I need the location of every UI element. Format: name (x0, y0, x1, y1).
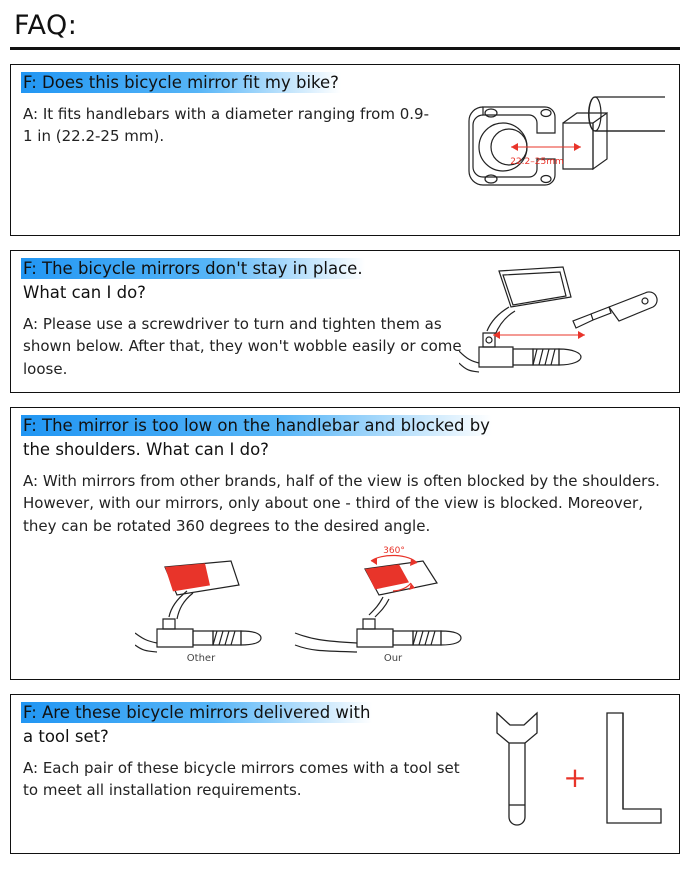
faq-answer-3: A: With mirrors from other brands, half of the view is often blocked by the shoulders. However, with our mirrors, only about one - third of the view is blocked. Moreover, they can be rotated 360 degrees to the desired angle. (23, 471, 660, 535)
mirror-screwdriver-diagram (459, 263, 679, 393)
faq-question-4-plain: a tool set? (23, 726, 109, 746)
caption-other: Other (186, 653, 216, 665)
mirror-comparison-diagram (135, 545, 555, 665)
faq-question-3-highlight: F: The mirror is too low on the handlebar and blocked by (23, 416, 490, 435)
faq-question-1 (11, 65, 441, 99)
faq-item-3 (10, 407, 680, 680)
faq-question-2 (11, 251, 481, 309)
faq-question-2-highlight: F: The bicycle mirrors don't stay in place. (23, 259, 363, 278)
faq-question-3 (11, 408, 679, 466)
faq-item-4 (10, 694, 680, 854)
faq-question-3-plain: the shoulders. What can I do? (23, 439, 269, 459)
rotation-label: 360° (383, 546, 405, 557)
faq-answer-4: A: Each pair of these bicycle mirrors comes with a tool set to meet all installation requirements. (23, 758, 460, 800)
faq-question-2-plain: What can I do? (23, 282, 146, 302)
caption-our: Our (383, 653, 403, 665)
handlebar-clamp-diagram (445, 89, 675, 229)
faq-item-2 (10, 250, 680, 393)
plus-symbol: + (563, 761, 587, 794)
faq-question-4-highlight: F: Are these bicycle mirrors delivered with (23, 703, 371, 722)
faq-answer-2: A: Please use a screwdriver to turn and tighten them as shown below. After that, they won't wobble easily or come loose. (23, 314, 462, 378)
title-divider (10, 47, 680, 50)
faq-question-1-highlight: F: Does this bicycle mirror fit my bike? (23, 73, 339, 92)
faq-question-4 (11, 695, 481, 753)
page-title: FAQ: (14, 10, 78, 41)
faq-answer-1: A: It fits handlebars with a diameter ranging from 0.9-1 in (22.2-25 mm). (23, 104, 430, 146)
tool-set-diagram (479, 701, 669, 841)
dimension-label: 22.2–25mm (510, 157, 564, 167)
faq-item-1 (10, 64, 680, 236)
